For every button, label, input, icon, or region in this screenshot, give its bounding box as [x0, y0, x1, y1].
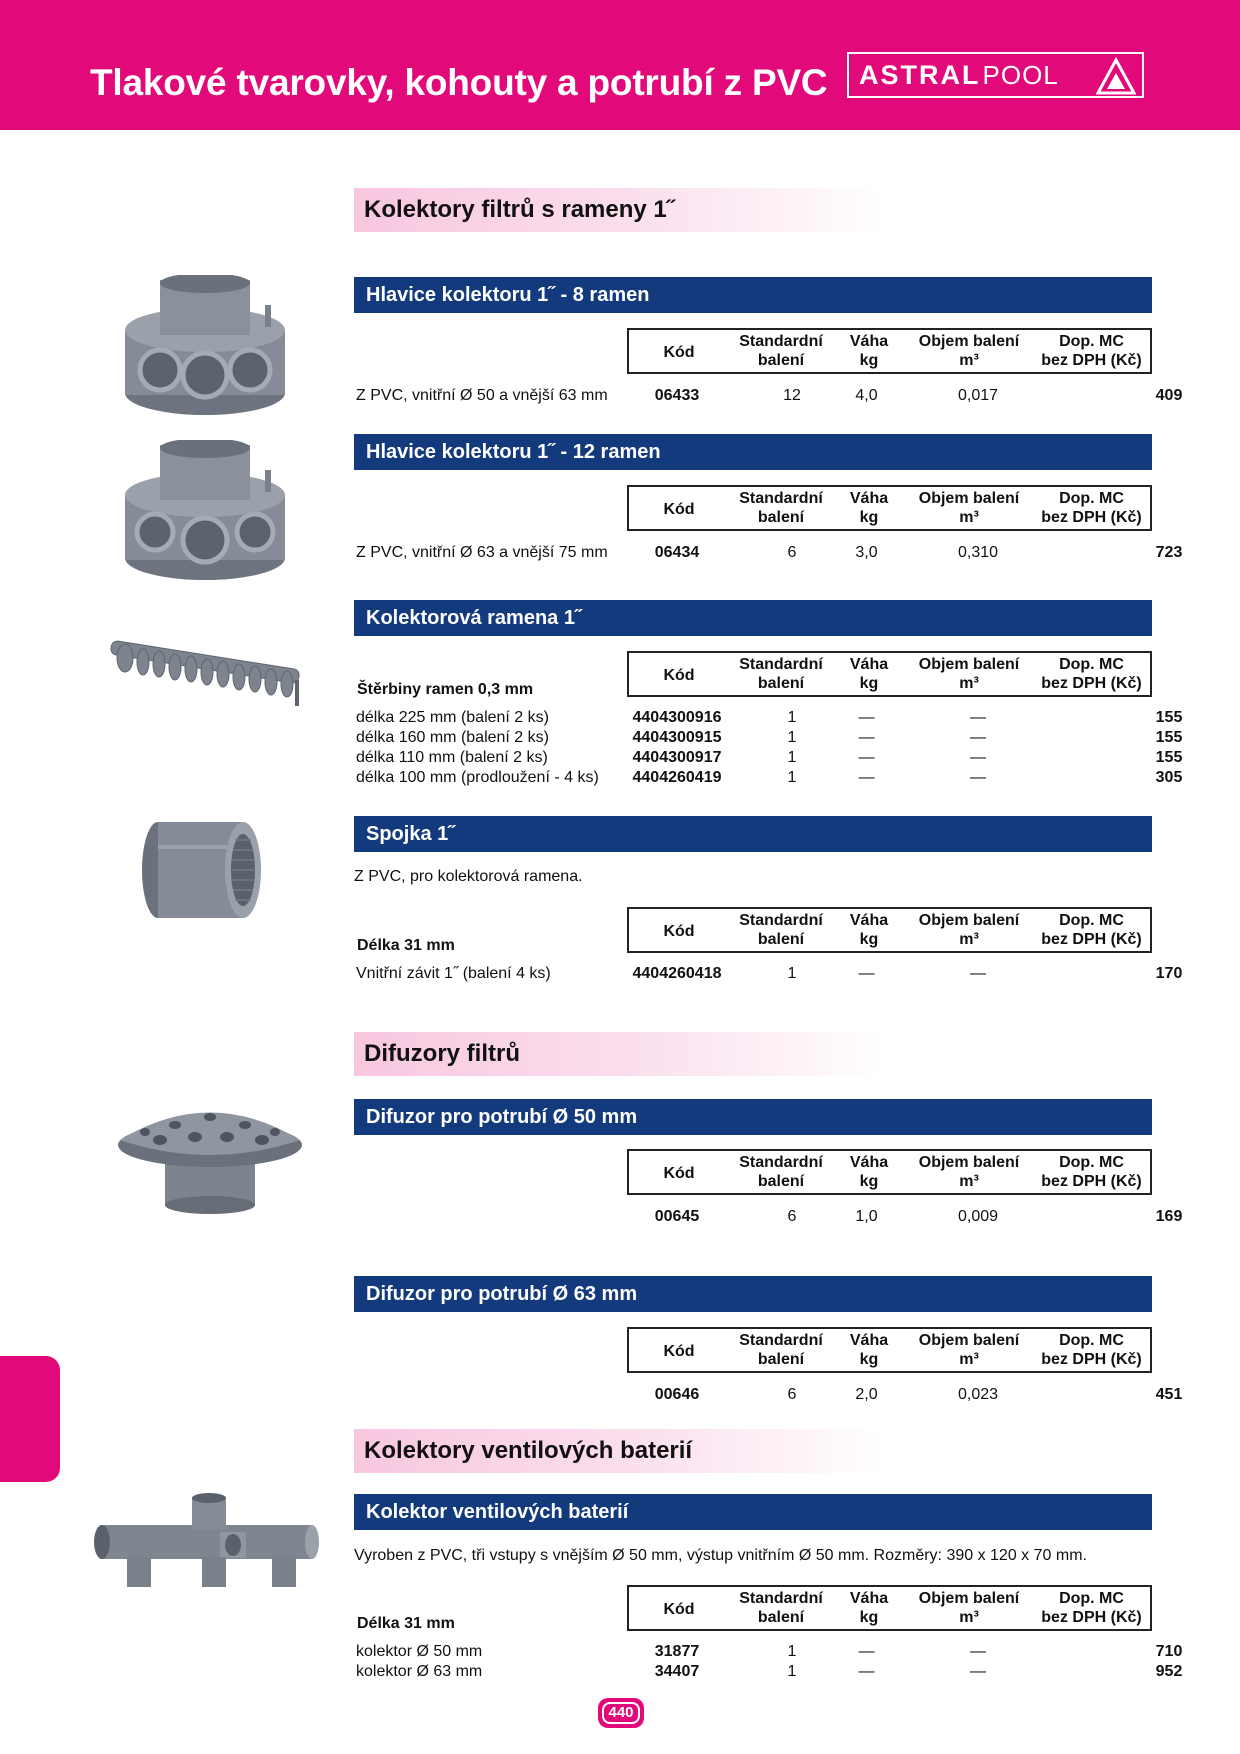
logo-triangle-icon: [1096, 57, 1136, 95]
table-header: Kód Standardní balení Váha kg Objem balení m³ Dop. MC bez DPH (Kč): [627, 1327, 1152, 1373]
product-description: Vyroben z PVC, tři vstupy s vnějším Ø 50 mm, výstup vnitřním Ø 50 mm. Rozměry: 390 x 120 x 70 mm.: [354, 1547, 1087, 1564]
product-bar-difuzor-63: Difuzor pro potrubí Ø 63 mm: [354, 1276, 1152, 1312]
table-row: kolektor Ø 50 mm 31877 1 — — 710: [356, 1643, 1183, 1660]
page-title: Tlakové tvarovky, kohouty a potrubí z PVC: [90, 62, 828, 103]
table-header: Kód Standardní balení Váha kg Objem balení m³ Dop. MC bez DPH (Kč): [627, 1585, 1152, 1631]
collector-head-8-arms-image: [115, 275, 295, 420]
table-row: délka 160 mm (balení 2 ks) 4404300915 1 — — 155: [356, 729, 1183, 746]
valve-manifold-image: [92, 1492, 322, 1597]
product-bar-difuzor-50: Difuzor pro potrubí Ø 50 mm: [354, 1099, 1152, 1135]
subtitle: Délka 31 mm: [357, 937, 455, 954]
table-row: Z PVC, vnitřní Ø 50 a vnější 63 mm 06433 12 4,0 0,017 409: [356, 387, 1183, 404]
table-row: 00646 6 2,0 0,023 451: [654, 1386, 1183, 1403]
product-bar-spojka: Spojka 1˝: [354, 816, 1152, 852]
product-bar-kolektor-ventil: Kolektor ventilových baterií: [354, 1494, 1152, 1530]
table-row: kolektor Ø 63 mm 34407 1 — — 952: [356, 1663, 1183, 1680]
collector-head-12-arms-image: [115, 440, 295, 585]
product-bar-8-ramen: Hlavice kolektoru 1˝ - 8 ramen: [354, 277, 1152, 313]
section-header-ventil: Kolektory ventilových baterií: [354, 1429, 884, 1473]
side-tab: [0, 1356, 60, 1482]
table-row: Z PVC, vnitřní Ø 63 a vnější 75 mm 06434 6 3,0 0,310 723: [356, 544, 1183, 561]
table-header: Kód Standardní balení Váha kg Objem balení m³ Dop. MC bez DPH (Kč): [627, 907, 1152, 953]
table-header: Kód Standardní balení Váha kg Objem balení m³ Dop. MC bez DPH (Kč): [627, 328, 1152, 374]
coupling-image: [140, 815, 265, 925]
table-row: délka 100 mm (prodloužení - 4 ks) 4404260419 1 — — 305: [356, 769, 1183, 786]
subtitle: Štěrbiny ramen 0,3 mm: [357, 681, 534, 698]
product-bar-ramena: Kolektorová ramena 1˝: [354, 600, 1152, 636]
subtitle: Délka 31 mm: [357, 1615, 455, 1632]
table-row: 00645 6 1,0 0,009 169: [654, 1208, 1183, 1225]
product-bar-12-ramen: Hlavice kolektoru 1˝ - 12 ramen: [354, 434, 1152, 470]
table-header: Kód Standardní balení Váha kg Objem balení m³ Dop. MC bez DPH (Kč): [627, 1149, 1152, 1195]
table-header: Kód Standardní balení Váha kg Objem balení m³ Dop. MC bez DPH (Kč): [627, 651, 1152, 697]
collector-arm-image: [105, 640, 310, 715]
page-number: 440: [598, 1698, 644, 1728]
section-header-kolektory: Kolektory filtrů s rameny 1˝: [354, 188, 884, 232]
table-row: délka 110 mm (balení 2 ks) 4404300917 1 — — 155: [356, 749, 1183, 766]
table-row: Vnitřní závit 1˝ (balení 4 ks) 4404260418 1 — — 170: [356, 965, 1183, 982]
table-row: délka 225 mm (balení 2 ks) 4404300916 1 — — 155: [356, 709, 1183, 726]
table-header: Kód Standardní balení Váha kg Objem balení m³ Dop. MC bez DPH (Kč): [627, 485, 1152, 531]
section-header-difuzory: Difuzory filtrů: [354, 1032, 884, 1076]
diffuser-50-image: [115, 1095, 305, 1215]
product-description: Z PVC, pro kolektorová ramena.: [354, 868, 583, 885]
astralpool-logo: ASTRAL POOL: [847, 52, 1144, 98]
